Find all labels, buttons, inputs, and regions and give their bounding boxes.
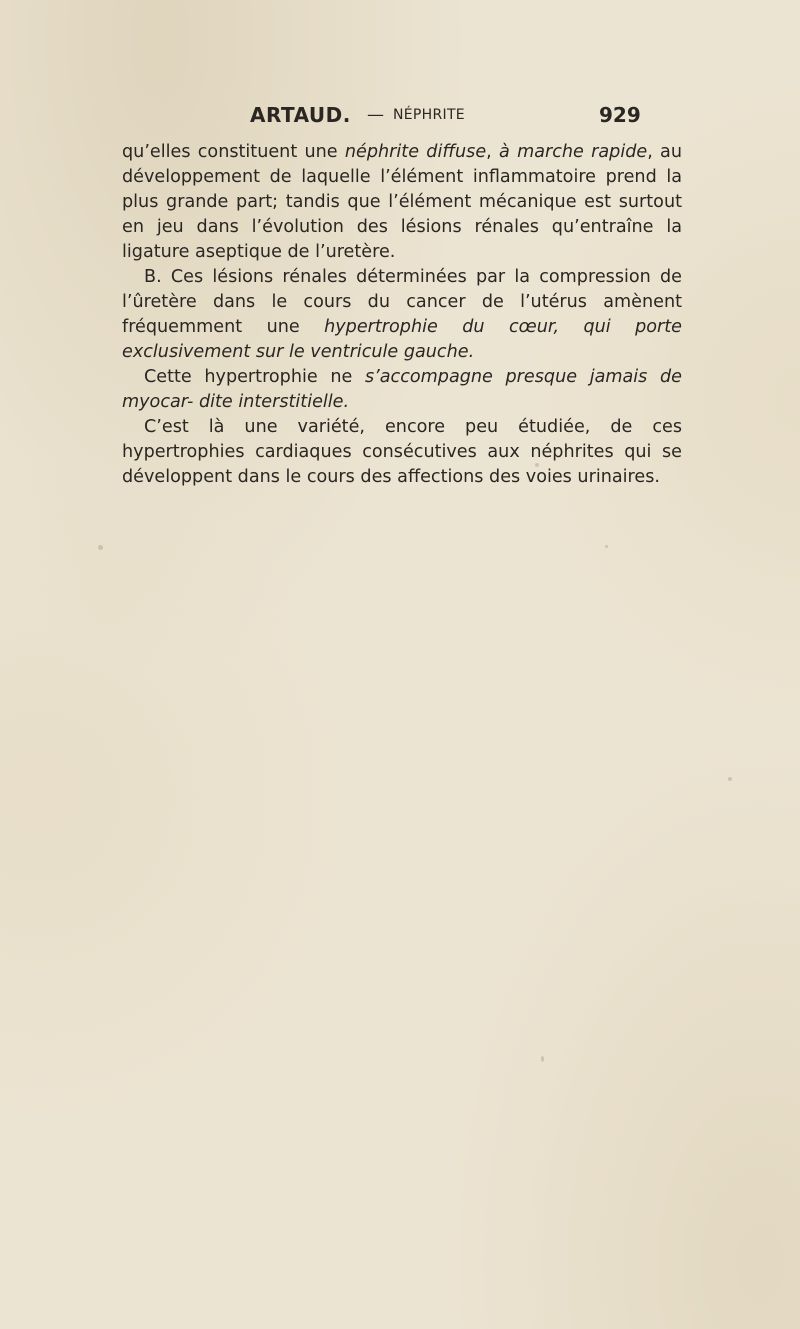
italic-segment: à marche rapide [499, 142, 648, 162]
paper-speck [98, 545, 103, 550]
paper-speck [535, 463, 539, 467]
running-header [250, 103, 641, 127]
text-segment: , au développement de laquelle l’élément inflammatoire prend la plus grande part; tandis que l’élément mécanique est surtout en jeu dans l’évolution des lésions rénales qu’entraîne la ligature aseptique de l’uretère. [122, 142, 682, 262]
body-text [122, 140, 682, 490]
page-number: 929 [599, 103, 641, 127]
paragraph-continuation [122, 140, 682, 265]
italic-segment: s’accompagne presque jamais de myocar- dite interstitielle. [122, 367, 682, 412]
italic-segment: néphrite diffuse [344, 142, 487, 162]
text-segment: C’est là une variété, encore peu étudiée, de ces hypertrophies cardiaques consécutives aux néphrites qui se développent dans le cours des affections des voies urinaires. [122, 417, 682, 487]
paper-speck [728, 777, 732, 781]
header-author: ARTAUD. [250, 103, 351, 127]
header-title: NÉPHRITE [393, 107, 465, 123]
text-segment: qu’elles constituent une [122, 142, 345, 162]
paragraph-b [122, 265, 682, 365]
paragraph-myocarditis [122, 365, 682, 415]
paragraph-variety [122, 415, 682, 490]
text-segment: Cette hypertrophie ne [144, 367, 365, 387]
header-dash: — [367, 105, 384, 125]
text-segment: , [486, 142, 500, 162]
paper-speck [541, 1056, 544, 1062]
paper-speck [605, 545, 608, 548]
italic-segment: hypertrophie du cœur, qui porte exclusivement sur le ventricule gauche. [122, 317, 682, 362]
text-segment: B. Ces lésions rénales déterminées par la compression de l’ûretère dans le cours du cancer de l’utérus amènent fréquemment une [122, 267, 682, 337]
